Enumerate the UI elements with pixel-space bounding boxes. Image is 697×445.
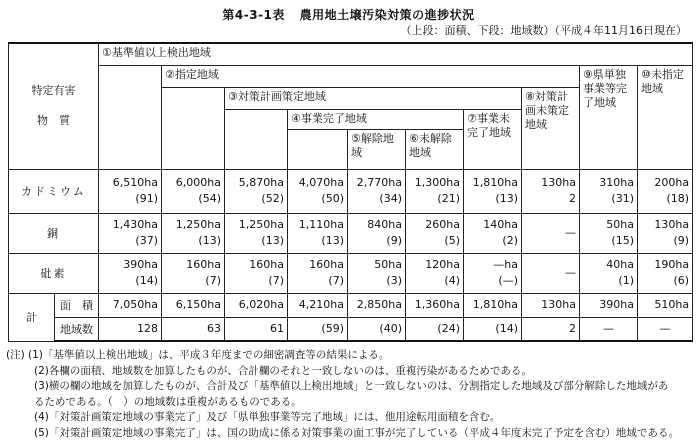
row-label: 砒素 <box>9 253 99 293</box>
total-area-row: 計 面 積 7,050ha 6,150ha 6,020ha 4,210ha 2,850ha 1,360ha 1,810ha 130ha 390ha 510ha <box>9 293 693 317</box>
footnote: (3)横の欄の地域を加算したものが、合計及び「基準値以上検出地域」と一致しないのは、分割指定した地域及び部分解除した地域があ <box>34 380 669 392</box>
table-row: 銅 1,430ha (37) 1,250ha (13) 1,250ha (13) 1,110ha (13) 840ha (9) 260ha (5) 140ha (2) — 50ha (15) 130ha (9) <box>9 213 693 253</box>
table-number: 第4-3-1表 <box>222 8 285 22</box>
pollution-table <box>8 42 693 342</box>
header-released: ⑤解除地域 <box>348 129 406 169</box>
header-undesignated: ⑩未指定地域 <box>638 65 693 169</box>
footnote: (2)各欄の面積、地域数を加算したものが、合計欄のそれと一致しないのは、重複汚染があるためである。 <box>34 364 532 377</box>
table-subtitle: （上段：面積、下段：地域数）（平成４年11月16日現在） <box>400 24 687 37</box>
footnote: るためである。（ ）の地域数は重複があるものである。 <box>34 395 302 408</box>
table-row: 砒素 390ha (14) 160ha (7) 160ha (7) 160ha (7) 50ha (3) 120ha (4) —ha (—) — 40ha (1) 190ha (6) <box>9 253 693 293</box>
footnote: (4)「対策計画策定地域の事業完了」及び「県単独事業等完了地域」には、他用途転用面積を含む。 <box>34 411 501 423</box>
row-label: カドミウム <box>9 169 99 213</box>
header-unreleased: ⑥未解除地域 <box>406 129 464 169</box>
header-plan-formulated: ③対策計画策定地域 <box>225 87 522 109</box>
table-title-text: 農用地土壌汚染対策の進捗状況 <box>299 8 475 22</box>
subject-header: 特定有害 物 質 <box>9 43 99 169</box>
header-prefecture-completed: ⑨県単独事業等完了地域 <box>580 65 638 169</box>
footnote: (注) (1)「基準値以上検出地域」は、平成３年度までの細密調査等の結果による。 <box>6 349 390 361</box>
area-label: 面 積 <box>55 293 99 317</box>
header-uncompleted: ⑦事業未完了地域 <box>464 109 522 169</box>
count-label: 地域数 <box>55 317 99 341</box>
header-plan-unformulated: ⑧対策計画未策定地域 <box>522 87 580 169</box>
header-completed: ④事業完了地域 <box>288 109 464 129</box>
table-title <box>0 6 697 23</box>
header-designated: ②指定地域 <box>162 65 580 87</box>
total-label: 計 <box>9 293 55 341</box>
footnote: (5)「対策計画策定地域の事業完了」は、国の助成に係る対策事業の面工事が完了している（平成４年度末完了予定を含む）地域である。 <box>34 426 679 439</box>
table-row: カドミウム 6,510ha (91) 6,000ha (54) 5,870ha (52) 4,070ha (50) 2,770ha (34) 1,300ha (21) 1,810ha (13) 130ha 2 310ha (31) 200ha (18) <box>9 169 693 213</box>
header-detected: ①基準値以上検出地域 <box>99 43 693 65</box>
row-label: 銅 <box>9 213 99 253</box>
footnotes <box>6 348 692 441</box>
total-count-row: 地域数 128 63 61 (59) (40) (24) (14) 2 — — <box>9 317 693 341</box>
